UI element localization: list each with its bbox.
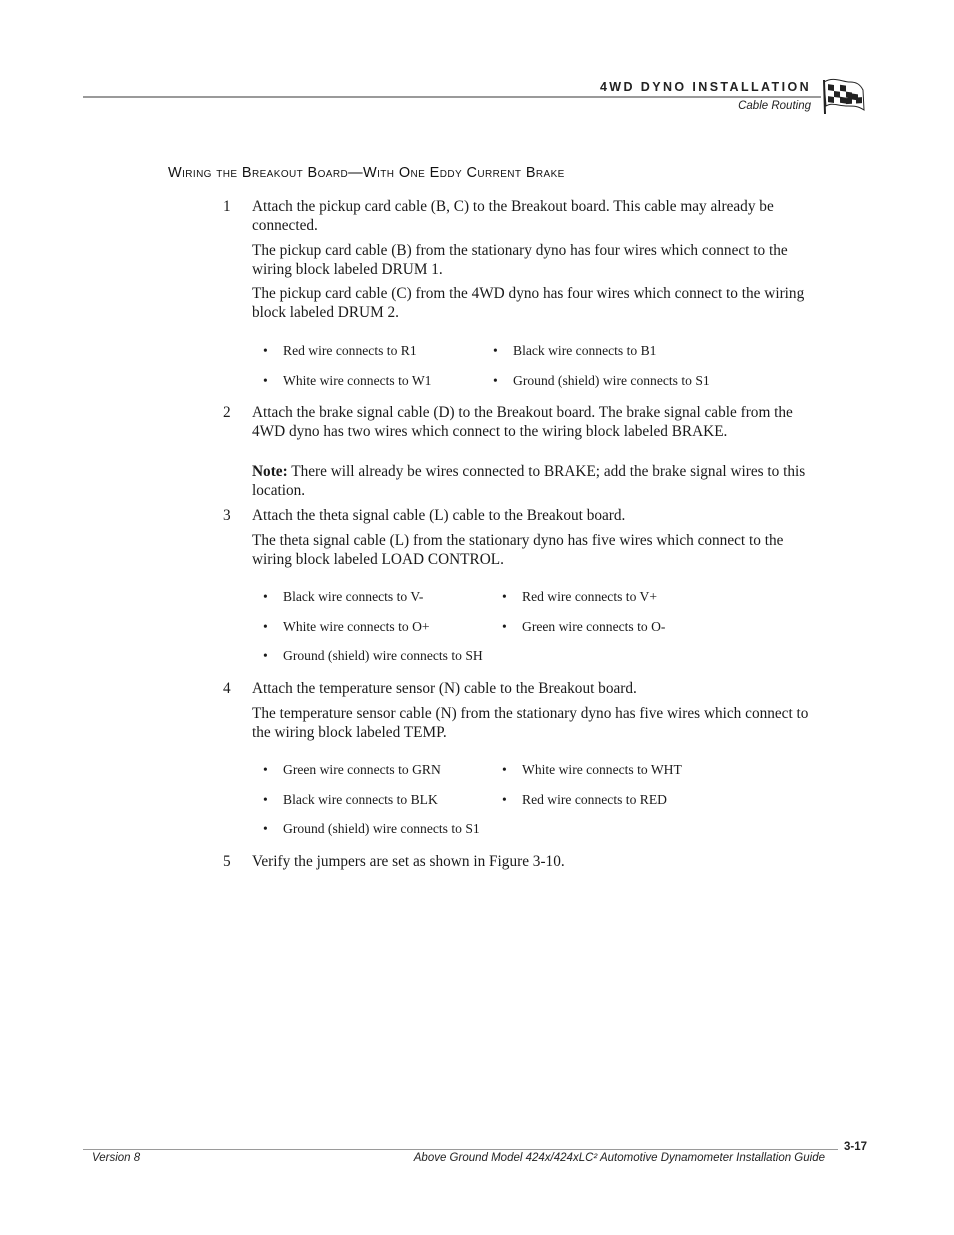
bullet-label: Ground (shield) wire connects to S1 (513, 373, 710, 388)
chapter-title: 4WD DYNO INSTALLATION (599, 80, 811, 94)
page-number: 3-17 (844, 1141, 868, 1153)
bullet-glyph: • (263, 821, 268, 836)
step-paragraph: The pickup card cable (B) from the stationary dyno has four wires which connect to the wiring block labeled DRUM 1. (252, 242, 788, 278)
step-paragraph: The theta signal cable (L) from the stationary dyno has five wires which connect to the wiring block labeled LOAD CONTROL. (252, 532, 784, 568)
bullet-glyph: • (263, 792, 268, 807)
checkered-flag-icon (820, 76, 866, 116)
step-number: 1 (223, 198, 231, 215)
bullet-glyph: • (493, 373, 498, 388)
step-paragraph: The pickup card cable (C) from the 4WD dyno has four wires which connect to the wiring block labeled DRUM 2. (252, 285, 805, 321)
bullet-label: Red wire connects to V+ (522, 589, 658, 604)
footer-rule (83, 1149, 838, 1150)
bullet-glyph: • (493, 343, 498, 358)
bullet-glyph: • (263, 619, 268, 634)
bullet-glyph: • (263, 373, 268, 388)
section-heading: Wiring the Breakout Board—With One Eddy Current Brake (168, 165, 565, 181)
header-rule (83, 96, 821, 98)
step-text: Attach the temperature sensor (N) cable to the Breakout board. (252, 680, 637, 697)
bullet-glyph: • (502, 619, 507, 634)
bullet-glyph: • (263, 589, 268, 604)
bullet-glyph: • (502, 589, 507, 604)
step-number: 4 (223, 680, 231, 697)
bullet-label: Ground (shield) wire connects to S1 (283, 821, 480, 836)
bullet-label: White wire connects to O+ (283, 619, 430, 634)
step-text: Verify the jumpers are set as shown in Figure 3-10. (252, 853, 565, 870)
bullet-label: White wire connects to W1 (283, 373, 432, 388)
step-text: Attach the pickup card cable (B, C) to the Breakout board. This cable may already be connected. (252, 198, 774, 234)
footer-version: Version 8 (92, 1152, 141, 1164)
bullet-glyph: • (263, 762, 268, 777)
bullet-glyph: • (502, 762, 507, 777)
bullet-label: Green wire connects to GRN (283, 762, 441, 777)
bullet-label: Black wire connects to BLK (283, 792, 438, 807)
note-label: Note: (252, 463, 288, 480)
section-subtitle: Cable Routing (738, 100, 811, 112)
bullet-glyph: • (502, 792, 507, 807)
step-number: 2 (223, 404, 231, 421)
bullet-label: Red wire connects to R1 (283, 343, 417, 358)
step-text: Attach the theta signal cable (L) cable to the Breakout board. (252, 507, 626, 524)
bullet-label: Red wire connects to RED (522, 792, 667, 807)
bullet-label: Ground (shield) wire connects to SH (283, 648, 483, 663)
bullet-glyph: • (263, 648, 268, 663)
footer-guide-title: Above Ground Model 424x/424xLC² Automotive Dynamometer Installation Guide (413, 1152, 825, 1164)
bullet-label: Green wire connects to O- (522, 619, 666, 634)
bullet-glyph: • (263, 343, 268, 358)
bullet-label: Black wire connects to V- (283, 589, 424, 604)
note-text: There will already be wires connected to BRAKE; add the brake signal wires to this location. (252, 463, 806, 499)
step-paragraph: The temperature sensor cable (N) from the stationary dyno has five wires which connect to the wiring block labeled TEMP. (252, 705, 809, 741)
step-number: 5 (223, 853, 231, 870)
step-number: 3 (223, 507, 231, 524)
bullet-label: Black wire connects to B1 (513, 343, 657, 358)
step-text: Attach the brake signal cable (D) to the Breakout board. The brake signal cable from the 4WD dyno has two wires which connect to the wiring block labeled BRAKE. (252, 404, 793, 440)
bullet-label: White wire connects to WHT (522, 762, 682, 777)
step-note (252, 462, 817, 500)
